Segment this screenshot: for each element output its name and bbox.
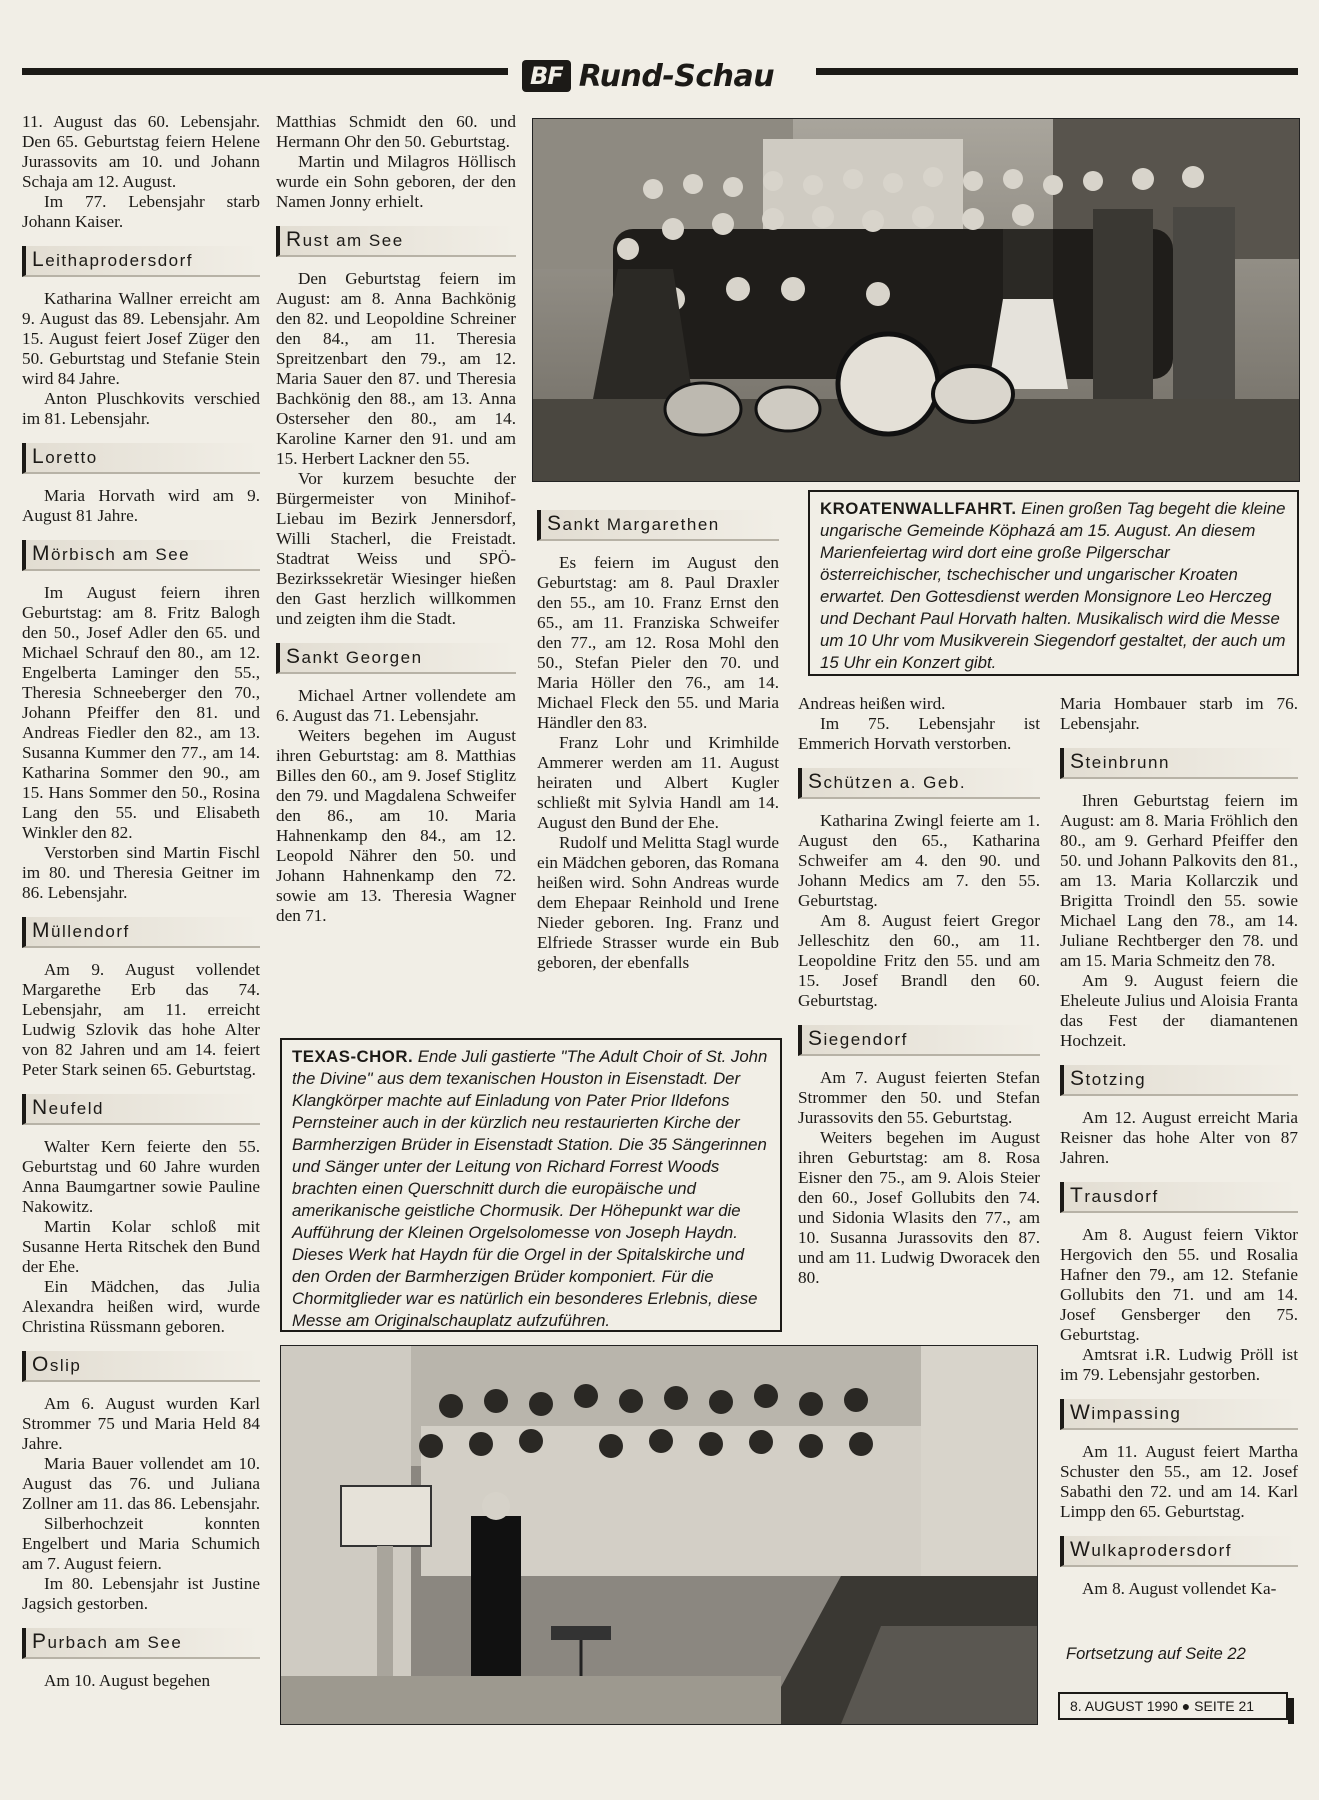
heading-purbach: Purbach am See	[22, 1628, 260, 1659]
paragraph: Matthias Schmidt den 60. und Hermann Ohr den 50. Geburtstag.	[276, 112, 516, 151]
paragraph: Andreas heißen wird.	[798, 694, 946, 713]
heading-stotzing: Stotzing	[1060, 1065, 1298, 1096]
heading-neufeld: Neufeld	[22, 1094, 260, 1125]
paragraph: Am 7. August feierten Stefan Strommer den 50. und Stefan Jurassovits den 55. Geburtstag.	[798, 1068, 1040, 1127]
paragraph: Am 12. August erreicht Maria Reisner das hohe Alter von 87 Jahren.	[1060, 1108, 1298, 1167]
paragraph: Anton Pluschkovits verschied im 81. Lebensjahr.	[22, 389, 260, 428]
section-title: Rund-Schau	[578, 58, 775, 94]
paragraph: Am 6. August wurden Karl Strommer 75 und Maria Held 84 Jahre.	[22, 1394, 260, 1453]
paragraph: Am 8. August vollendet Ka-	[1082, 1579, 1277, 1598]
bf-logo: BF	[522, 60, 571, 92]
heading-oslip: Oslip	[22, 1351, 260, 1382]
paragraph: Am 10. August begehen	[44, 1671, 211, 1690]
paragraph: Im 75. Lebensjahr ist Emmerich Horvath verstorben.	[798, 714, 1040, 753]
caption-kroatenwallfahrt	[808, 490, 1299, 676]
paragraph: Franz Lohr und Krimhilde Ammerer werden am 11. August heiraten und Albert Kugler schließt mit Sylvia Handl am 14. August den Bund der Ehe.	[537, 733, 779, 832]
heading-steinbrunn: Steinbrunn	[1060, 748, 1298, 779]
column-2	[276, 112, 516, 926]
paragraph: Es feiern im August den Geburtstag: am 8. Paul Draxler den 55., am 10. Franz Ernst den 65., am 11. Franziska Schweifer den 77., am 12. Rosa Mohl den 50., Stefan Pieler den 70. und Maria Höller den 76., am 14. Michael Fleck den 55. und Maria Händler den 83.	[537, 553, 779, 732]
photo-music-band	[532, 118, 1300, 482]
paragraph: Maria Horvath wird am 9. August 81 Jahre.	[22, 486, 260, 525]
paragraph: Am 9. August feiern die Eheleute Julius und Aloisia Franta das Fest der diamantenen Hochzeit.	[1060, 971, 1298, 1050]
heading-leithaprodersdorf: Leithaprodersdorf	[22, 246, 260, 277]
paragraph: Vor kurzem besuchte der Bürgermeister von Minihof-Liebau im Bezirk Jennersdorf, Willi Stacherl, die Freistadt. Stadtrat Weiss und SPÖ-Bezirkssekretär Wiesinger hießen den Gast herzlich willkommen und zeigten ihm die Stadt.	[276, 469, 516, 628]
paragraph: Ein Mädchen, das Julia Alexandra heißen wird, wurde Christina Rüssmann geboren.	[22, 1277, 260, 1336]
caption-text: Ende Juli gastierte "The Adult Choir of St. John the Divine" aus dem texanischen Houston in Eisenstadt. Der Klangkörper machte auf Einladung von Pater Prior Ildefons Pernsteiner auch in der kürzlich neu restaurierten Kirche der Barmherzigen Brüder in Eisenstadt Station. Die 35 Sängerinnen und Sänger unter der Leitung von Richard Forrest Woods brachten einen Querschnitt durch die europäische und amerikanische geistliche Chormusik. Der Höhepunkt war die Aufführung der Kleinen Orgelsolomesse von Joseph Haydn. Dieses Werk hat Haydn für die Orgel in der Spitalskirche und den Orden der Barmherzigen Brüder komponiert. Für die Chormitglieder war es natürlich ein besonderes Erlebnis, diese Messe am Originalschauplatz aufzuführen.	[292, 1047, 768, 1330]
paragraph: Rudolf und Melitta Stagl wurde ein Mädchen geboren, das Romana heißen wird. Sohn Andreas wurde dem Ehepaar Reinhold und Irene Nieder geboren. Ing. Franz und Elfriede Strasser wurde ein Bub geboren, der ebenfalls	[537, 833, 779, 972]
caption-text: Einen großen Tag begeht die kleine ungarische Gemeinde Köphazá am 15. August. An diesem Marienfeiertag wird dort eine große Pilgerschar österreichischer, tschechischer und ungarischer Kroaten erwartet. Den Gottesdienst werden Monsignore Leo Herczeg und Dechant Paul Horvath halten. Musikalisch wird die Messe um 10 Uhr vom Musikverein Siegendorf gestaltet, der auch um 15 Uhr ein Konzert gibt.	[820, 499, 1286, 672]
masthead	[22, 58, 1298, 98]
paragraph: 11. August das 60. Lebensjahr. Den 65. Geburtstag feiern Helene Jurassovits am 10. und Johann Schaja am 12. August.	[22, 112, 260, 191]
caption-texas-chor	[280, 1038, 782, 1332]
rule-right	[816, 68, 1298, 75]
heading-rust: Rust am See	[276, 226, 516, 257]
caption-keyword: KROATENWALLFAHRT.	[820, 499, 1017, 518]
paragraph: Walter Kern feierte den 55. Geburtstag und 60 Jahre wurden Anna Baumgartner sowie Pauline Nakowitz.	[22, 1137, 260, 1216]
paragraph: Am 8. August feiern Viktor Hergovich den 55. und Rosalia Hafner den 79., am 12. Stefanie Gollubits den 71. und am 14. Josef Gensberger den 75. Geburtstag.	[1060, 1225, 1298, 1344]
heading-wimpassing: Wimpassing	[1060, 1399, 1298, 1430]
heading-wulkaprodersdorf: Wulkaprodersdorf	[1060, 1536, 1298, 1567]
paragraph: Am 11. August feiert Martha Schuster den 55., am 12. Josef Sabathi den 72. und am 14. Karl Limpp den 65. Geburtstag.	[1060, 1442, 1298, 1521]
band-photo-image	[533, 119, 1299, 481]
heading-muellendorf: Müllendorf	[22, 917, 260, 948]
paragraph: Martin Kolar schloß mit Susanne Herta Ritschek den Bund der Ehe.	[22, 1217, 260, 1276]
photo-choir	[280, 1345, 1038, 1725]
date-page-footer: 8. AUGUST 1990 ● SEITE 21	[1058, 1692, 1288, 1720]
paragraph: Maria Hombauer starb im 76. Lebensjahr.	[1060, 694, 1298, 733]
paragraph: Michael Artner vollendete am 6. August das 71. Lebensjahr.	[276, 686, 516, 725]
heading-trausdorf: Trausdorf	[1060, 1182, 1298, 1213]
paragraph: Amtsrat i.R. Ludwig Pröll ist im 79. Lebensjahr gestorben.	[1060, 1345, 1298, 1384]
caption-keyword: TEXAS-CHOR.	[292, 1047, 414, 1066]
paragraph: Verstorben sind Martin Fischl im 80. und Theresia Geitner im 86. Lebensjahr.	[22, 843, 260, 902]
column-1	[22, 112, 260, 1691]
heading-schuetzen: Schützen a. Geb.	[798, 768, 1040, 799]
column-5	[1060, 694, 1298, 1599]
paragraph: Im 77. Lebensjahr starb Johann Kaiser.	[22, 192, 260, 231]
paragraph: Katharina Wallner erreicht am 9. August das 89. Lebensjahr. Am 15. August feiert Josef Züger den 50. Geburtstag und Stefanie Stein wird 84 Jahre.	[22, 289, 260, 388]
rule-left	[22, 68, 508, 75]
masthead-logo	[522, 58, 806, 94]
heading-sankt-margarethen: Sankt Margarethen	[537, 510, 779, 541]
continued-note: Fortsetzung auf Seite 22	[1066, 1645, 1246, 1663]
paragraph: Maria Bauer vollendet am 10. August das 76. und Juliana Zollner am 11. das 86. Lebensjahr.	[22, 1454, 261, 1513]
heading-sankt-georgen: Sankt Georgen	[276, 643, 516, 674]
heading-moerbisch: Mörbisch am See	[22, 540, 260, 571]
column-4	[798, 694, 1040, 1288]
paragraph: Martin und Milagros Höllisch wurde ein Sohn geboren, der den Namen Jonny erhielt.	[276, 152, 516, 211]
paragraph: Im 80. Lebensjahr ist Justine Jagsich gestorben.	[22, 1574, 260, 1613]
paragraph: Den Geburtstag feiern im August: am 8. Anna Bachkönig den 82. und Leopoldine Schreiner den 84., am 11. Theresia Spreitzenbart den 79., am 12. Maria Sauer den 87. und Theresia Bachkönig den 88., am 13. Anna Osterseher den 80., am 14. Karoline Karner den 91. und am 15. Herbert Lackner den 55.	[276, 269, 516, 468]
choir-photo-image	[281, 1346, 1037, 1724]
paragraph: Weiters begehen im August ihren Geburtstag: am 8. Matthias Billes den 60., am 9. Josef Stiglitz den 79. und Magdalena Schweifer den 86., am 10. Maria Hahnenkamp den 84., am 12. Leopold Nährer den 50. und Johann Hahnenkamp den 72. sowie am 13. Theresia Wagner den 71.	[276, 726, 516, 925]
paragraph: Katharina Zwingl feierte am 1. August den 65., Katharina Schweifer am 4. den 90. und Johann Medics am 7. den 55. Geburtstag.	[798, 811, 1040, 910]
heading-loretto: Loretto	[22, 443, 260, 474]
heading-siegendorf: Siegendorf	[798, 1025, 1040, 1056]
column-3	[537, 496, 779, 973]
paragraph: Am 9. August vollendet Margarethe Erb das 74. Lebensjahr, am 11. erreicht Ludwig Szlovik das hohe Alter von 82 Jahren und am 14. feiert Peter Stark seinen 65. Geburtstag.	[22, 960, 260, 1079]
paragraph: Am 8. August feiert Gregor Jelleschitz den 60., am 11. Leopoldine Fritz den 55. und am 15. Josef Brandl den 60. Geburtstag.	[798, 911, 1040, 1010]
paragraph: Ihren Geburtstag feiern im August: am 8. Maria Fröhlich den 80., am 9. Gerhard Pfeiffer den 50. und Johann Palkovits den 81., am 13. Maria Kollarczik und Brigitta Troindl den 55. sowie Michael Lang den 78., am 14. Juliane Rechtberger den 78. und am 15. Maria Schmeitz den 78.	[1060, 791, 1298, 970]
paragraph: Im August feiern ihren Geburtstag: am 8. Fritz Balogh den 50., Josef Adler den 65. und Michael Schrauf den 80., am 12. Engelberta Laminger den 55., Theresia Schneeberger den 70., Johann Pfeiffer den 81. und Andreas Fiedler den 82., am 13. Susanna Kummer den 77., am 14. Katharina Sommer den 90., am 15. Hans Sommer den 50., Rosina Lang den 55. und Elisabeth Winkler den 82.	[22, 583, 260, 842]
paragraph: Weiters begehen im August ihren Geburtstag: am 8. Rosa Eisner den 75., am 9. Alois Steier den 60., Josef Gollubits den 74. und Sidonia Wlasits den 77., am 10. Susanna Jurassovits den 87. und am 11. Ludwig Dworacek den 80.	[798, 1128, 1040, 1287]
paragraph: Silberhochzeit konnten Engelbert und Maria Schumich am 7. August feiern.	[22, 1514, 260, 1573]
